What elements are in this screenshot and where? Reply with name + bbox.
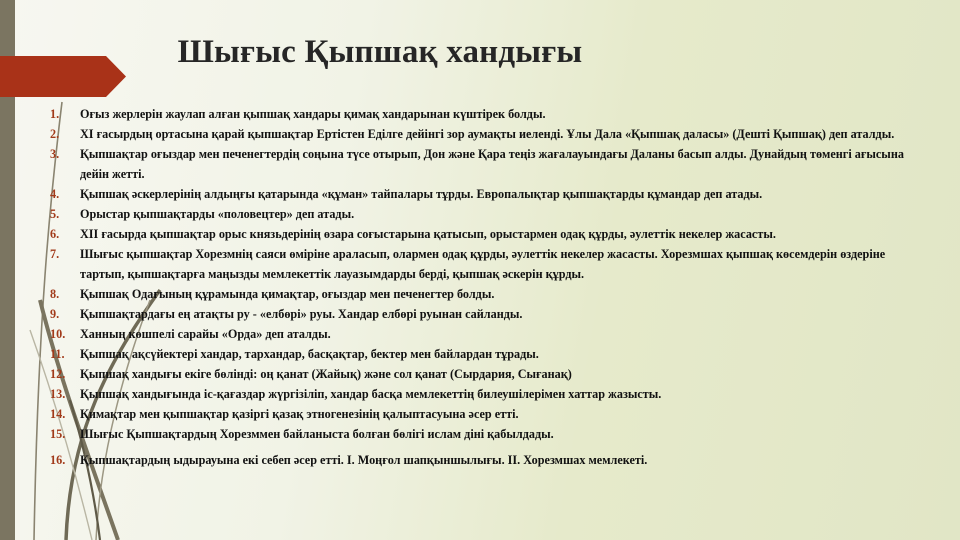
numbered-list bbox=[50, 104, 910, 470]
list-item bbox=[50, 284, 910, 304]
item-text: Орыстар қыпшақтарды «половецтер» деп атады. bbox=[80, 207, 355, 221]
list-item bbox=[50, 184, 910, 204]
item-text: Шығыс Қыпшақтардың Хорезммен байланыста болған бөлігі ислам діні қабылдады. bbox=[80, 427, 554, 441]
item-text: Қыпшақтардың ыдырауына екі себеп әсер етті. I. Моңғол шапқыншылығы. II. Хорезмшах мемлекеті. bbox=[80, 453, 648, 467]
item-text: Шығыс қыпшақтар Хорезмнің саяси өміріне араласып, олармен одақ құрды, әулеттік некелер жасасты. Хорезмшах қыпшақ көсемдерін өздеріне тартып, қыпшақтарға маңызды мемлекеттік лауазымдарды берді, қыпшақ әскерін құрды. bbox=[80, 247, 886, 281]
item-number: 5. bbox=[50, 207, 60, 221]
item-text: Қыпшақ ақсүйектері хандар, тархандар, басқақтар, бектер мен байлардан тұрады. bbox=[80, 347, 539, 361]
item-number: 11. bbox=[50, 347, 65, 361]
item-text: XII ғасырда қыпшақтар орыс князьдерінің өзара соғыстарына қатысып, орыстармен одақ құрды, әулеттік некелер жасасты. bbox=[80, 227, 776, 241]
item-number: 8. bbox=[50, 287, 60, 301]
list-item bbox=[50, 324, 910, 344]
list-item bbox=[50, 124, 910, 144]
item-text: Қыпшақ Одағының құрамында қимақтар, оғыздар мен печенегтер болды. bbox=[80, 287, 495, 301]
item-number: 15. bbox=[50, 427, 66, 441]
item-text: Қыпшақ әскерлерінің алдыңғы қатарында «құман» тайпалары тұрды. Европалықтар қыпшақтарды құмандар деп атады. bbox=[80, 187, 763, 201]
item-number: 10. bbox=[50, 327, 66, 341]
list-item bbox=[50, 204, 910, 224]
item-number: 7. bbox=[50, 247, 60, 261]
item-text: Ханның көшпелі сарайы «Орда» деп аталды. bbox=[80, 327, 331, 341]
list-item bbox=[50, 144, 910, 184]
list-item bbox=[50, 424, 910, 444]
item-text: Қыпшақтар оғыздар мен печенегтердің соңына түсе отырып, Дон және Қара теңіз жағалауындағы Даланы басып алды. Дунайдың төменгі ағысына дейін жетті. bbox=[80, 147, 904, 181]
item-number: 16. bbox=[50, 453, 66, 467]
item-number: 2. bbox=[50, 127, 60, 141]
item-number: 4. bbox=[50, 187, 60, 201]
item-number: 13. bbox=[50, 387, 66, 401]
list-item bbox=[50, 364, 910, 384]
item-number: 3. bbox=[50, 147, 60, 161]
list-item bbox=[50, 104, 910, 124]
item-text: Қыпшақ хандығы екіге бөлінді: оң қанат (Жайық) және сол қанат (Сырдария, Сығанақ) bbox=[80, 367, 572, 381]
item-text: XI ғасырдың ортасына қарай қыпшақтар Ертістен Еділге дейінгі зор аумақты иеленді. Ұлы Дала «Қыпшақ даласы» (Дешті Қыпшақ) деп аталды. bbox=[80, 127, 895, 141]
list-item bbox=[50, 224, 910, 244]
item-number: 9. bbox=[50, 307, 60, 321]
item-number: 1. bbox=[50, 107, 60, 121]
item-text: Қимақтар мен қыпшақтар қазіргі қазақ этногенезінің қалыптасуына әсер етті. bbox=[80, 407, 519, 421]
item-number: 14. bbox=[50, 407, 66, 421]
item-text: Қыпшақ хандығында іс-қағаздар жүргізіліп, хандар басқа мемлекеттің билеушілерімен хаттар жазысты. bbox=[80, 387, 662, 401]
item-number: 6. bbox=[50, 227, 60, 241]
list-item bbox=[50, 404, 910, 424]
list-item bbox=[50, 304, 910, 324]
item-text: Оғыз жерлерін жаулап алған қыпшақ хандары қимақ хандарынан күштірек болды. bbox=[80, 107, 546, 121]
item-text: Қыпшақтардағы ең атақты ру - «елбөрі» руы. Хандар елбөрі руынан сайланды. bbox=[80, 307, 523, 321]
slide-title: Шығыс Қыпшақ хандығы bbox=[177, 34, 583, 70]
list-item bbox=[50, 450, 910, 470]
item-number: 12. bbox=[50, 367, 66, 381]
list-item bbox=[50, 384, 910, 404]
title-arrow-banner bbox=[0, 56, 126, 97]
list-item bbox=[50, 244, 910, 284]
list-item bbox=[50, 344, 910, 364]
